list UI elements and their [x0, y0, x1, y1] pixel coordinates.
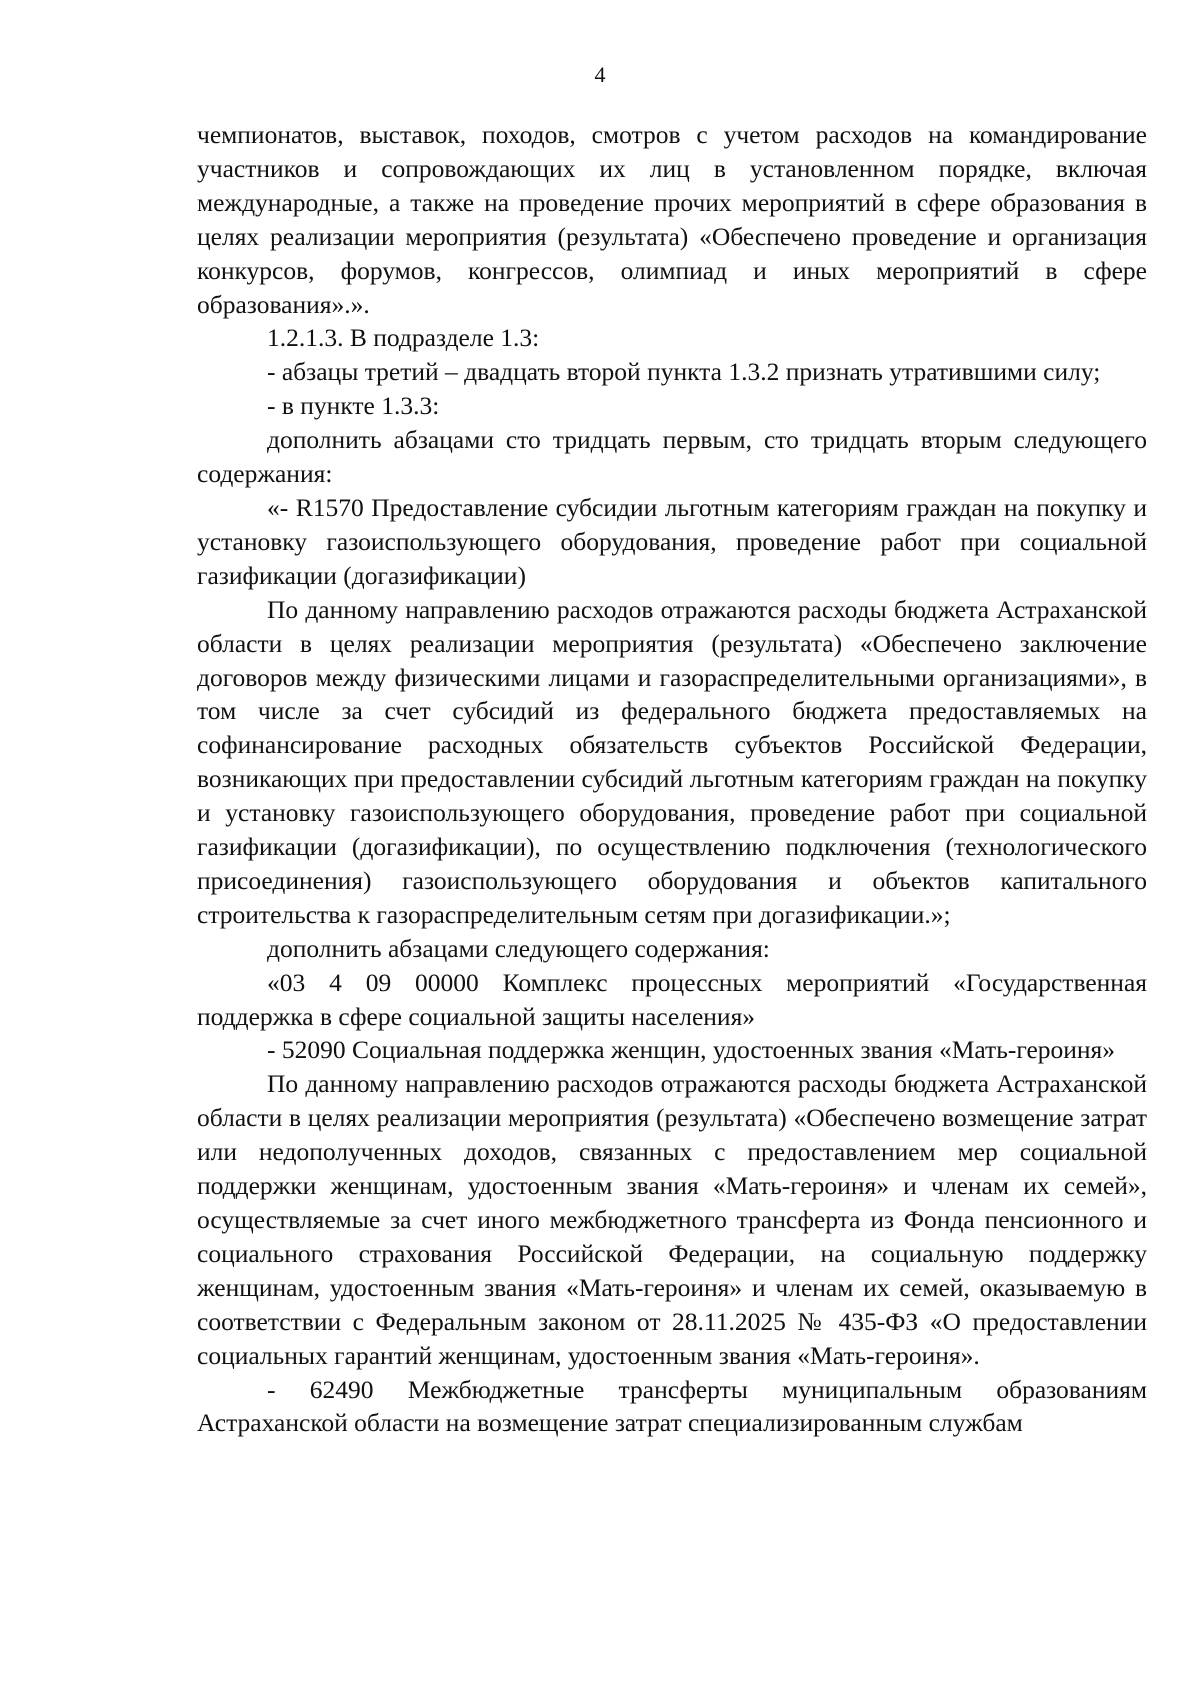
- paragraph: - в пункте 1.3.3:: [267, 391, 440, 421]
- paragraph: - 52090 Социальная поддержка женщин, удостоенных звания «Мать-героиня»: [267, 1035, 1116, 1065]
- paragraph: 1.2.1.3. В подразделе 1.3:: [267, 323, 540, 353]
- page-number: 4: [594, 62, 606, 87]
- paragraph: - абзацы третий – двадцать второй пункта 1.3.2 признать утратившими силу;: [267, 357, 1101, 387]
- paragraph: «03 4 09 00000 Комплекс процессных мероприятий «Государственная поддержка в сфере социальной защиты населения»: [197, 967, 1147, 1031]
- paragraph: По данному направлению расходов отражаются расходы бюджета Астраханской области в целях реализации мероприятия (результата) «Обеспечено заключение договоров между физическими лицами и газораспределительными организациями», в том числе за счет субсидий из федерального бюджета предоставляемых на софинансирование расходных обязательств субъектов Российской Федерации, возникающих при предоставлении субсидий льготным категориям граждан на покупку и установку газоиспользующего оборудования, проведение работ при социальной газификации (догазификации), по осуществлению подключения (технологического присоединения) газоиспользующего оборудования и объектов капитального строительства к газораспределительным сетям при догазификации.»;: [197, 594, 1147, 929]
- paragraph: - 62490 Межбюджетные трансферты муниципальным образованиям Астраханской области на возмещение затрат специализированным службам: [197, 1374, 1147, 1438]
- paragraph: чемпионатов, выставок, походов, смотров с учетом расходов на командирование участников и сопровождающих их лиц в установленном порядке, включая международные, а также на проведение прочих мероприятий в сфере образования в целях реализации мероприятия (результата) «Обеспечено проведение и организация конкурсов, форумов, конгрессов, олимпиад и иных мероприятий в сфере образования».».: [197, 120, 1147, 319]
- paragraph: дополнить абзацами следующего содержания:: [267, 933, 770, 963]
- paragraph: «- R1570 Предоставление субсидии льготным категориям граждан на покупку и установку газоиспользующего оборудования, проведение работ при социальной газификации (догазификации): [197, 492, 1147, 590]
- paragraph: дополнить абзацами сто тридцать первым, сто тридцать вторым следующего содержания:: [197, 425, 1147, 489]
- paragraph: По данному направлению расходов отражаются расходы бюджета Астраханской области в целях реализации мероприятия (результата) «Обеспечено возмещение затрат или недополученных доходов, связанных с предоставлением мер социальной поддержки женщинам, удостоенным звания «Мать-героиня» и членам их семей», осуществляемые за счет иного межбюджетного трансферта из Фонда пенсионного и социального страхования Российской Федерации, на социальную поддержку женщинам, удостоенным звания «Мать-героиня» и членам их семей, оказываемую в соответствии с Федеральным законом от 28.11.2025 № 435-ФЗ «О предоставлении социальных гарантий женщинам, удостоенным звания «Мать-героиня».: [197, 1069, 1147, 1370]
- document-body: [197, 118, 1147, 1440]
